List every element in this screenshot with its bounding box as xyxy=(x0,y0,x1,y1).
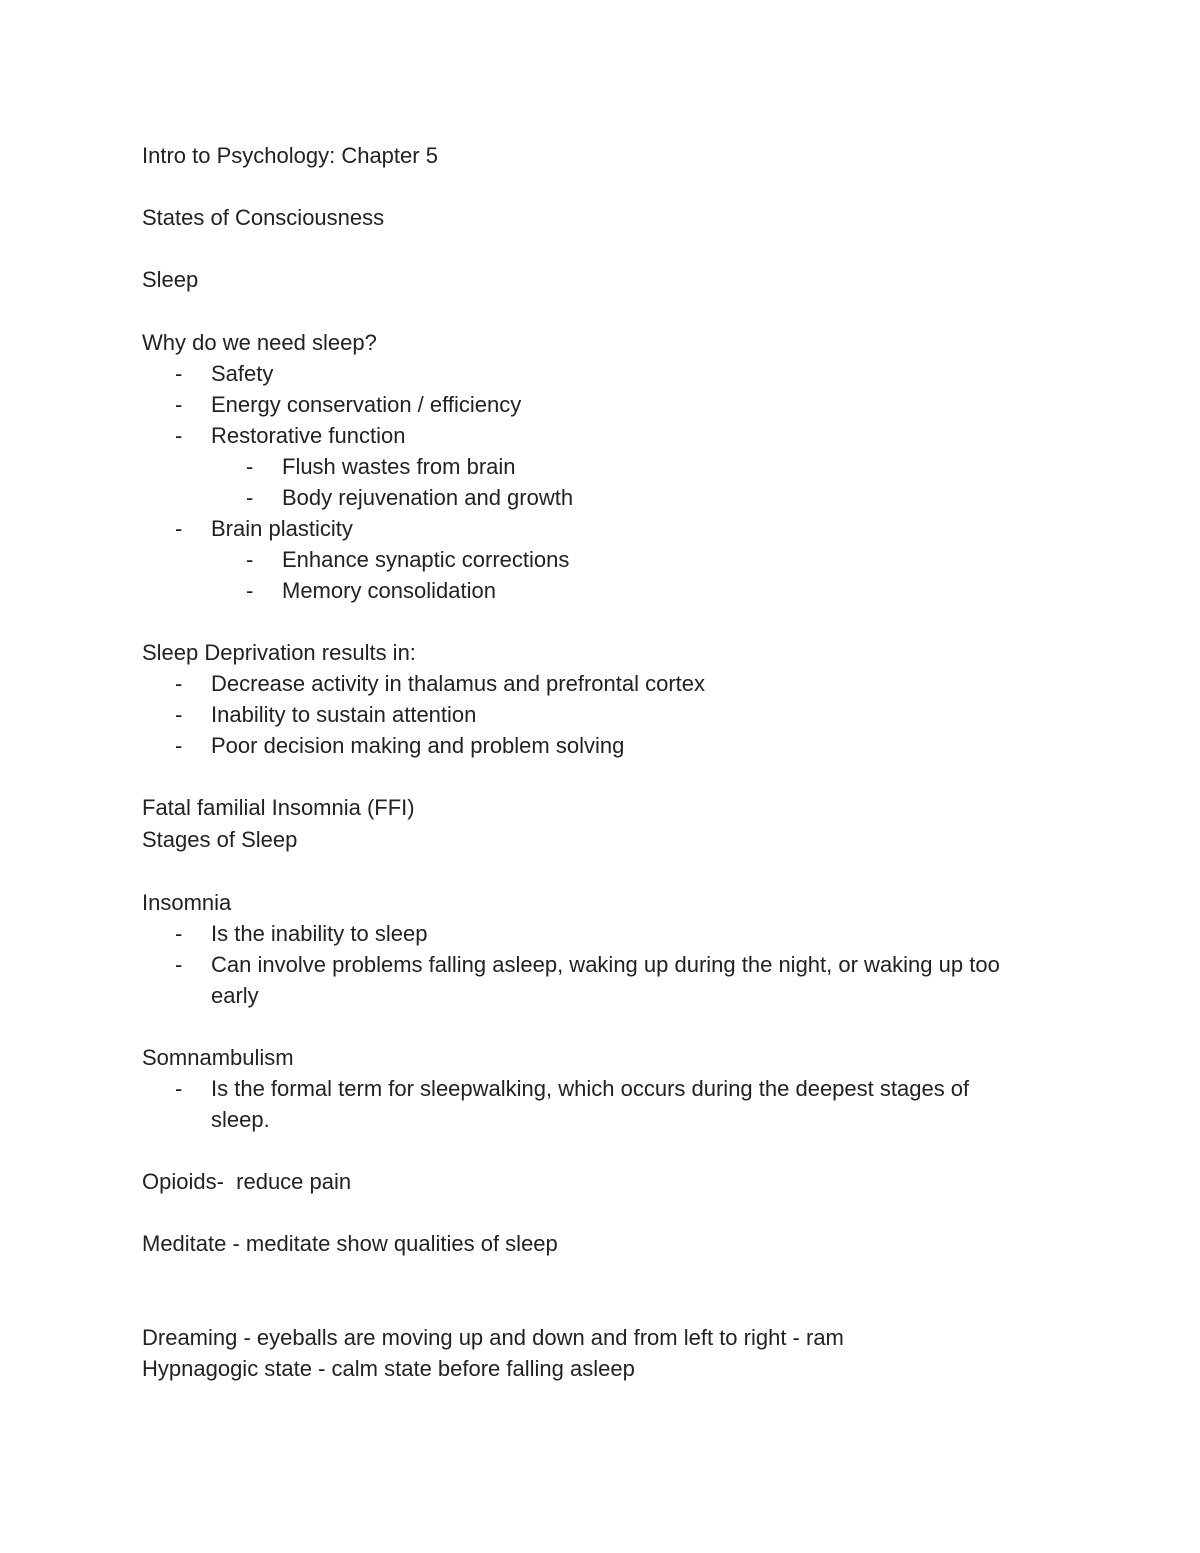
bullet-dash: - xyxy=(175,1076,183,1101)
bullet-dash: - xyxy=(175,921,183,946)
bullet-dash: - xyxy=(175,392,183,417)
list-item: Safety xyxy=(211,361,274,386)
sub-list-item: Body rejuvenation and growth xyxy=(282,485,574,510)
bullet-dash: - xyxy=(175,361,183,386)
sub-list-item: Flush wastes from brain xyxy=(282,454,516,479)
list-item: Is the formal term for sleepwalking, which occurs during the deepest stages of xyxy=(211,1076,970,1101)
sub-list-item: Memory consolidation xyxy=(282,578,496,603)
dreaming-line: Dreaming - eyeballs are moving up and down and from left to right - ram xyxy=(142,1325,844,1350)
bullet-dash: - xyxy=(175,702,183,727)
somnambulism-heading: Somnambulism xyxy=(142,1045,294,1070)
document-title: Intro to Psychology: Chapter 5 xyxy=(142,143,438,168)
list-item: Poor decision making and problem solving xyxy=(211,733,625,758)
bullet-dash: - xyxy=(175,423,183,448)
why-heading: Why do we need sleep? xyxy=(142,330,377,355)
meditate-line: Meditate - meditate show qualities of sleep xyxy=(142,1231,558,1256)
bullet-dash: - xyxy=(246,547,254,572)
sub-list-item: Enhance synaptic corrections xyxy=(282,547,570,572)
list-item: Energy conservation / efficiency xyxy=(211,392,522,417)
stages-line: Stages of Sleep xyxy=(142,827,298,852)
bullet-dash: - xyxy=(175,952,183,977)
list-item: Is the inability to sleep xyxy=(211,921,428,946)
bullet-dash: - xyxy=(175,516,183,541)
opioids-line: Opioids- reduce pain xyxy=(142,1169,352,1194)
bullet-dash: - xyxy=(246,485,254,510)
bullet-dash: - xyxy=(246,454,254,479)
list-item: Inability to sustain attention xyxy=(211,702,477,727)
deprivation-heading: Sleep Deprivation results in: xyxy=(142,640,416,665)
list-item: Restorative function xyxy=(211,423,406,448)
bullet-dash: - xyxy=(175,733,183,758)
bullet-dash: - xyxy=(175,671,183,696)
hypnagogic-line: Hypnagogic state - calm state before falling asleep xyxy=(142,1356,635,1381)
sleep-heading: Sleep xyxy=(142,267,199,292)
insomnia-heading: Insomnia xyxy=(142,890,232,915)
document-subtitle: States of Consciousness xyxy=(142,205,385,230)
list-item: Decrease activity in thalamus and prefrontal cortex xyxy=(211,671,706,696)
list-item-continuation: early xyxy=(211,983,259,1008)
list-item: Can involve problems falling asleep, waking up during the night, or waking up too xyxy=(211,952,1000,977)
list-item: Brain plasticity xyxy=(211,516,353,541)
list-item-continuation: sleep. xyxy=(211,1107,270,1132)
ffi-line: Fatal familial Insomnia (FFI) xyxy=(142,795,415,820)
bullet-dash: - xyxy=(246,578,254,603)
